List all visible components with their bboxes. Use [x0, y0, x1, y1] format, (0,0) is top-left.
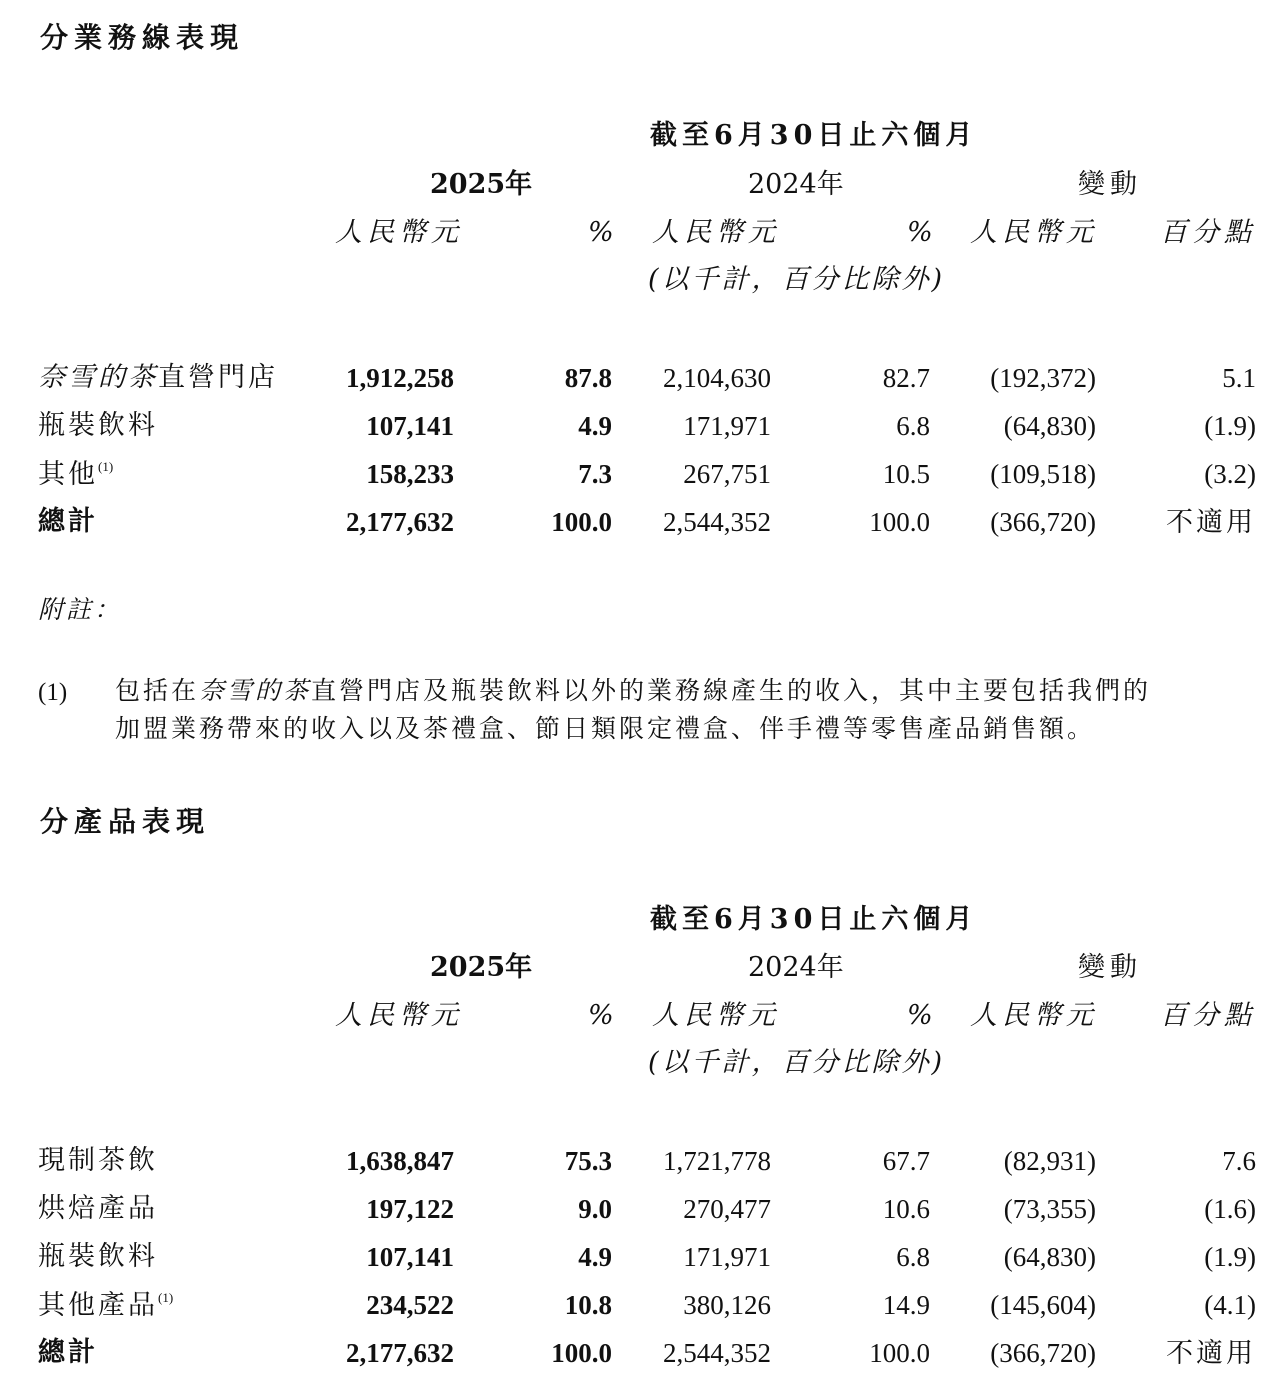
rmb-2025-value: 234,522 [366, 1290, 454, 1320]
change-rmb-value: (145,604) [990, 1290, 1096, 1320]
change-rmb-value: (109,518) [990, 459, 1096, 489]
period-header: 截至6月30日止六個月 [650, 120, 978, 151]
pct-2024-value: 6.8 [896, 1242, 930, 1272]
pct-2025-value: 75.3 [564, 1146, 612, 1176]
note-line-2: 加盟業務帶來的收入以及茶禮盒、節日類限定禮盒、伴手禮等零售產品銷售額。 [115, 714, 1096, 743]
rmb-2024-value: 2,544,352 [663, 1338, 771, 1368]
pct-2024-value: 10.6 [882, 1194, 930, 1224]
pct-2024-value: 14.9 [882, 1290, 930, 1320]
period-header: 截至6月30日止六個月 [650, 904, 978, 935]
pct-2024-value: 10.5 [882, 459, 930, 489]
pct-2024-value: 82.7 [882, 363, 930, 393]
pct-2025-value: 4.9 [578, 411, 612, 441]
pct-2025-value: 7.3 [578, 459, 612, 489]
pct-2025-value: 9.0 [578, 1194, 612, 1224]
row-label: 奈雪的茶直營門店 [38, 362, 278, 393]
section-title-business-line: 分業務線表現 [40, 21, 245, 54]
row-label: 烘焙產品 [38, 1193, 158, 1224]
notes-heading: 附註： [38, 595, 123, 624]
pct-2025-value: 4.9 [578, 1242, 612, 1272]
rmb-2025-value: 2,177,632 [346, 507, 454, 537]
points-change-header: 百分點 [1160, 1000, 1256, 1031]
rmb-2024-value: 267,751 [683, 459, 771, 489]
pct-2025-value: 100.0 [551, 1338, 612, 1368]
rmb-2025-value: 2,177,632 [346, 1338, 454, 1368]
row-label-total: 總計 [38, 506, 98, 537]
pct-2025-value: 10.8 [564, 1290, 612, 1320]
rmb-2025-value: 1,638,847 [346, 1146, 454, 1176]
change-points-value: (4.1) [1204, 1290, 1256, 1320]
change-points-value: 不適用 [1166, 1338, 1256, 1369]
rmb-2025-value: 1,912,258 [346, 363, 454, 393]
rmb-2025-header: 人民幣元 [335, 1000, 463, 1031]
rmb-2025-value: 158,233 [366, 459, 454, 489]
pct-2025-header: % [588, 1000, 614, 1031]
section-title-product: 分產品表現 [40, 805, 211, 838]
change-header: 變動 [1078, 952, 1142, 983]
change-points-value: (1.9) [1204, 411, 1256, 441]
change-rmb-value: (366,720) [990, 1338, 1096, 1368]
rmb-2024-value: 2,544,352 [663, 507, 771, 537]
year-2024-header: 2024年 [748, 952, 844, 983]
footnote-marker: (1) [158, 1290, 174, 1305]
change-points-value: (1.9) [1204, 1242, 1256, 1272]
rmb-2024-value: 270,477 [683, 1194, 771, 1224]
change-points-value: 7.6 [1222, 1146, 1256, 1176]
pct-2024-header: % [907, 217, 933, 248]
row-label-total: 總計 [38, 1337, 98, 1368]
pct-2024-value: 100.0 [869, 1338, 930, 1368]
rmb-2025-header: 人民幣元 [335, 217, 463, 248]
row-label: 其他$^{(1)}$ [38, 459, 114, 490]
footnote-marker: (1) [98, 459, 114, 474]
rmb-change-header: 人民幣元 [970, 1000, 1098, 1031]
unit-note: (以千計，百分比除外) [648, 264, 946, 295]
row-label: 瓶裝飲料 [38, 1241, 158, 1272]
change-header: 變動 [1078, 169, 1142, 200]
rmb-2024-value: 171,971 [683, 411, 771, 441]
rmb-2024-value: 2,104,630 [663, 363, 771, 393]
row-label: 瓶裝飲料 [38, 410, 158, 441]
rmb-change-header: 人民幣元 [970, 217, 1098, 248]
change-rmb-value: (64,830) [1003, 1242, 1096, 1272]
change-rmb-value: (73,355) [1003, 1194, 1096, 1224]
change-rmb-value: (366,720) [990, 507, 1096, 537]
rmb-2024-value: 1,721,778 [663, 1146, 771, 1176]
rmb-2025-value: 107,141 [366, 411, 454, 441]
year-2025-header: 2025年 [430, 169, 533, 200]
pct-2024-value: 67.7 [882, 1146, 930, 1176]
rmb-2024-value: 171,971 [683, 1242, 771, 1272]
pct-2024-header: % [907, 1000, 933, 1031]
change-rmb-value: (192,372) [990, 363, 1096, 393]
rmb-2025-value: 107,141 [366, 1242, 454, 1272]
year-2024-header: 2024年 [748, 169, 844, 200]
note-marker: (1) [38, 679, 68, 706]
note-line-1: 包括在奈雪的茶直營門店及瓶裝飲料以外的業務線產生的收入，其中主要包括我們的 [115, 676, 1152, 705]
row-label: 現制茶飲 [38, 1145, 158, 1176]
change-points-value: (3.2) [1204, 459, 1256, 489]
unit-note: (以千計，百分比除外) [648, 1047, 946, 1078]
rmb-2025-value: 197,122 [366, 1194, 454, 1224]
rmb-2024-header: 人民幣元 [652, 1000, 780, 1031]
year-2025-header: 2025年 [430, 952, 533, 983]
points-change-header: 百分點 [1160, 217, 1256, 248]
pct-2025-value: 87.8 [564, 363, 612, 393]
change-points-value: 不適用 [1166, 507, 1256, 538]
pct-2025-value: 100.0 [551, 507, 612, 537]
rmb-2024-value: 380,126 [683, 1290, 771, 1320]
rmb-2024-header: 人民幣元 [652, 217, 780, 248]
change-rmb-value: (64,830) [1003, 411, 1096, 441]
row-label: 其他產品$^{(1)}$ [38, 1290, 174, 1321]
change-points-value: 5.1 [1222, 363, 1256, 393]
pct-2024-value: 6.8 [896, 411, 930, 441]
pct-2025-header: % [588, 217, 614, 248]
pct-2024-value: 100.0 [869, 507, 930, 537]
change-points-value: (1.6) [1204, 1194, 1256, 1224]
change-rmb-value: (82,931) [1003, 1146, 1096, 1176]
